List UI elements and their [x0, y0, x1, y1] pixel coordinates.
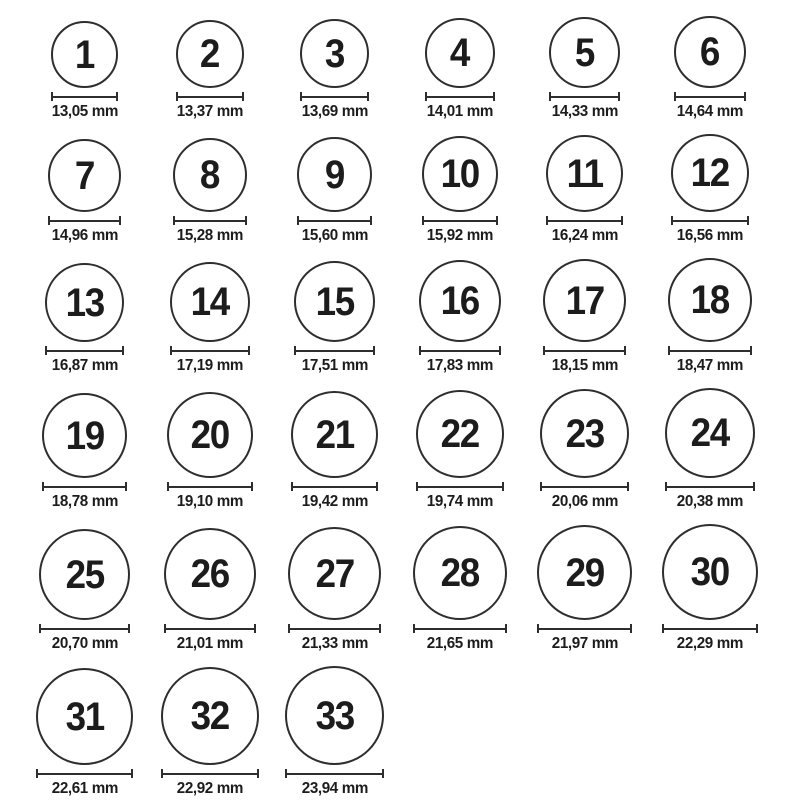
ring-size-number: 20	[190, 413, 229, 457]
ring-circle	[662, 524, 758, 620]
ring-size-row	[22, 258, 800, 375]
diameter-measure-line	[662, 624, 758, 633]
ring-size-item	[397, 526, 522, 653]
diameter-label: 13,69 mm	[301, 103, 368, 120]
diameter-label: 23,94 mm	[301, 780, 368, 797]
ring-size-number: 24	[690, 411, 729, 455]
diameter-label: 22,92 mm	[176, 780, 243, 797]
ring-size-item	[147, 392, 272, 511]
ring-circle	[549, 17, 620, 88]
ring-size-item	[272, 391, 397, 511]
diameter-measure-line	[176, 92, 244, 101]
ring-size-number: 18	[690, 278, 729, 322]
ring-size-item	[147, 262, 272, 375]
diameter-measure-line	[294, 346, 375, 355]
ring-circle	[285, 666, 384, 765]
ring-size-number: 25	[65, 552, 104, 597]
ring-size-number: 28	[440, 551, 479, 595]
diameter-measure-line	[674, 92, 746, 101]
diameter-measure-line	[51, 92, 118, 101]
ring-size-item	[272, 527, 397, 653]
ring-size-item	[22, 21, 147, 121]
ring-circle	[674, 16, 746, 88]
ring-size-item	[397, 260, 522, 375]
diameter-measure-line	[48, 216, 121, 225]
diameter-measure-line	[164, 624, 256, 633]
ring-size-number: 27	[315, 551, 354, 596]
diameter-measure-line	[297, 216, 372, 225]
diameter-label: 16,24 mm	[551, 227, 618, 244]
diameter-label: 14,64 mm	[676, 103, 743, 120]
ring-size-item	[272, 137, 397, 245]
diameter-measure-line	[167, 482, 253, 491]
ring-circle	[161, 667, 259, 765]
diameter-label: 21,33 mm	[301, 635, 368, 652]
ring-circle	[537, 525, 632, 620]
ring-size-item	[647, 524, 772, 653]
ring-size-number: 8	[199, 153, 220, 197]
ring-circle	[297, 137, 372, 212]
ring-size-item	[522, 259, 647, 375]
ring-size-item	[22, 393, 147, 511]
ring-size-number: 33	[315, 693, 354, 738]
diameter-label: 19,42 mm	[301, 493, 368, 510]
diameter-measure-line	[413, 624, 507, 633]
ring-size-row	[22, 16, 800, 121]
ring-size-number: 31	[65, 694, 104, 739]
diameter-label: 15,60 mm	[301, 227, 368, 244]
diameter-label: 13,05 mm	[51, 103, 118, 120]
ring-size-number: 14	[190, 280, 229, 324]
diameter-measure-line	[419, 346, 501, 355]
diameter-measure-line	[285, 769, 384, 778]
diameter-label: 21,65 mm	[426, 635, 493, 652]
ring-circle	[668, 258, 752, 342]
ring-circle	[543, 259, 626, 342]
ring-circle	[413, 526, 507, 620]
ring-size-item	[647, 258, 772, 375]
ring-size-item	[397, 18, 522, 121]
diameter-label: 20,38 mm	[676, 493, 743, 510]
diameter-measure-line	[39, 624, 130, 633]
diameter-measure-line	[671, 216, 749, 225]
diameter-label: 16,56 mm	[676, 227, 743, 244]
ring-circle	[294, 261, 375, 342]
ring-size-item	[522, 135, 647, 245]
ring-size-number: 19	[65, 413, 104, 458]
ring-size-item	[147, 138, 272, 245]
diameter-label: 22,29 mm	[676, 635, 743, 652]
ring-size-item	[272, 261, 397, 375]
ring-size-number: 1	[74, 32, 95, 77]
ring-size-number: 26	[190, 552, 229, 596]
diameter-label: 15,92 mm	[426, 227, 493, 244]
diameter-label: 20,06 mm	[551, 493, 618, 510]
diameter-label: 19,74 mm	[426, 493, 493, 510]
ring-circle	[176, 20, 244, 88]
ring-circle	[164, 528, 256, 620]
ring-size-number: 23	[565, 411, 604, 456]
ring-size-number: 16	[440, 279, 479, 323]
ring-size-item	[647, 134, 772, 245]
ring-circle	[665, 388, 755, 478]
diameter-label: 16,87 mm	[51, 357, 118, 374]
ring-size-row	[22, 524, 800, 653]
ring-size-item	[147, 20, 272, 121]
ring-size-number: 6	[699, 30, 720, 74]
diameter-label: 18,47 mm	[676, 357, 743, 374]
ring-size-item	[522, 525, 647, 653]
diameter-label: 13,37 mm	[176, 103, 243, 120]
diameter-label: 14,96 mm	[51, 227, 118, 244]
ring-size-number: 32	[190, 694, 229, 738]
ring-circle	[39, 529, 130, 620]
ring-circle	[416, 390, 504, 478]
ring-size-number: 3	[324, 31, 345, 76]
ring-size-row	[22, 388, 800, 511]
ring-circle	[45, 263, 124, 342]
diameter-measure-line	[291, 482, 378, 491]
ring-size-item	[22, 529, 147, 653]
ring-size-item	[522, 389, 647, 511]
ring-size-item	[22, 139, 147, 245]
ring-circle	[48, 139, 121, 212]
ring-size-number: 13	[65, 280, 104, 325]
ring-size-item	[272, 666, 397, 798]
diameter-label: 21,01 mm	[176, 635, 243, 652]
diameter-label: 21,97 mm	[551, 635, 618, 652]
ring-circle	[546, 135, 623, 212]
ring-size-row	[22, 134, 800, 245]
ring-size-item	[22, 668, 147, 798]
ring-size-item	[647, 388, 772, 511]
diameter-label: 18,15 mm	[551, 357, 618, 374]
ring-size-number: 30	[690, 550, 729, 594]
diameter-label: 17,83 mm	[426, 357, 493, 374]
ring-size-item	[522, 17, 647, 121]
ring-circle	[51, 21, 118, 88]
diameter-measure-line	[668, 346, 752, 355]
ring-size-number: 12	[690, 151, 729, 195]
diameter-measure-line	[549, 92, 620, 101]
ring-circle	[300, 19, 369, 88]
ring-circle	[422, 136, 498, 212]
diameter-label: 20,70 mm	[51, 635, 118, 652]
ring-size-row	[22, 666, 800, 798]
diameter-label: 17,19 mm	[176, 357, 243, 374]
ring-size-number: 5	[574, 30, 595, 75]
ring-circle	[540, 389, 629, 478]
diameter-measure-line	[537, 624, 632, 633]
ring-circle	[288, 527, 381, 620]
ring-circle	[671, 134, 749, 212]
ring-size-number: 22	[440, 412, 479, 456]
diameter-label: 15,28 mm	[176, 227, 243, 244]
ring-size-item	[22, 263, 147, 375]
diameter-label: 18,78 mm	[51, 493, 118, 510]
diameter-measure-line	[173, 216, 247, 225]
ring-circle	[167, 392, 253, 478]
diameter-measure-line	[36, 769, 133, 778]
ring-size-number: 2	[199, 32, 220, 76]
diameter-measure-line	[45, 346, 124, 355]
diameter-measure-line	[170, 346, 250, 355]
diameter-measure-line	[161, 769, 259, 778]
ring-circle	[36, 668, 133, 765]
ring-circle	[42, 393, 127, 478]
ring-circle	[425, 18, 495, 88]
diameter-label: 14,01 mm	[426, 103, 493, 120]
ring-size-number: 11	[566, 151, 603, 196]
ring-circle	[291, 391, 378, 478]
ring-circle	[419, 260, 501, 342]
ring-size-item	[397, 136, 522, 245]
ring-size-number: 15	[315, 279, 354, 324]
diameter-measure-line	[300, 92, 369, 101]
diameter-measure-line	[665, 482, 755, 491]
ring-size-item	[647, 16, 772, 121]
diameter-measure-line	[425, 92, 495, 101]
ring-size-number: 7	[74, 153, 95, 198]
ring-size-number: 10	[440, 152, 479, 196]
diameter-measure-line	[543, 346, 626, 355]
ring-size-item	[397, 390, 522, 511]
diameter-measure-line	[540, 482, 629, 491]
diameter-label: 19,10 mm	[176, 493, 243, 510]
ring-size-number: 21	[315, 412, 354, 457]
ring-size-item	[272, 19, 397, 121]
diameter-measure-line	[288, 624, 381, 633]
ring-size-number: 4	[449, 31, 470, 75]
ring-size-item	[147, 667, 272, 798]
ring-circle	[173, 138, 247, 212]
diameter-label: 14,33 mm	[551, 103, 618, 120]
ring-size-number: 17	[565, 278, 604, 323]
ring-size-number: 29	[565, 550, 604, 595]
diameter-label: 17,51 mm	[301, 357, 368, 374]
diameter-measure-line	[416, 482, 504, 491]
diameter-label: 22,61 mm	[51, 780, 118, 797]
ring-size-number: 9	[324, 152, 345, 197]
diameter-measure-line	[42, 482, 127, 491]
diameter-measure-line	[422, 216, 498, 225]
diameter-measure-line	[546, 216, 623, 225]
ring-circle	[170, 262, 250, 342]
ring-size-item	[147, 528, 272, 653]
